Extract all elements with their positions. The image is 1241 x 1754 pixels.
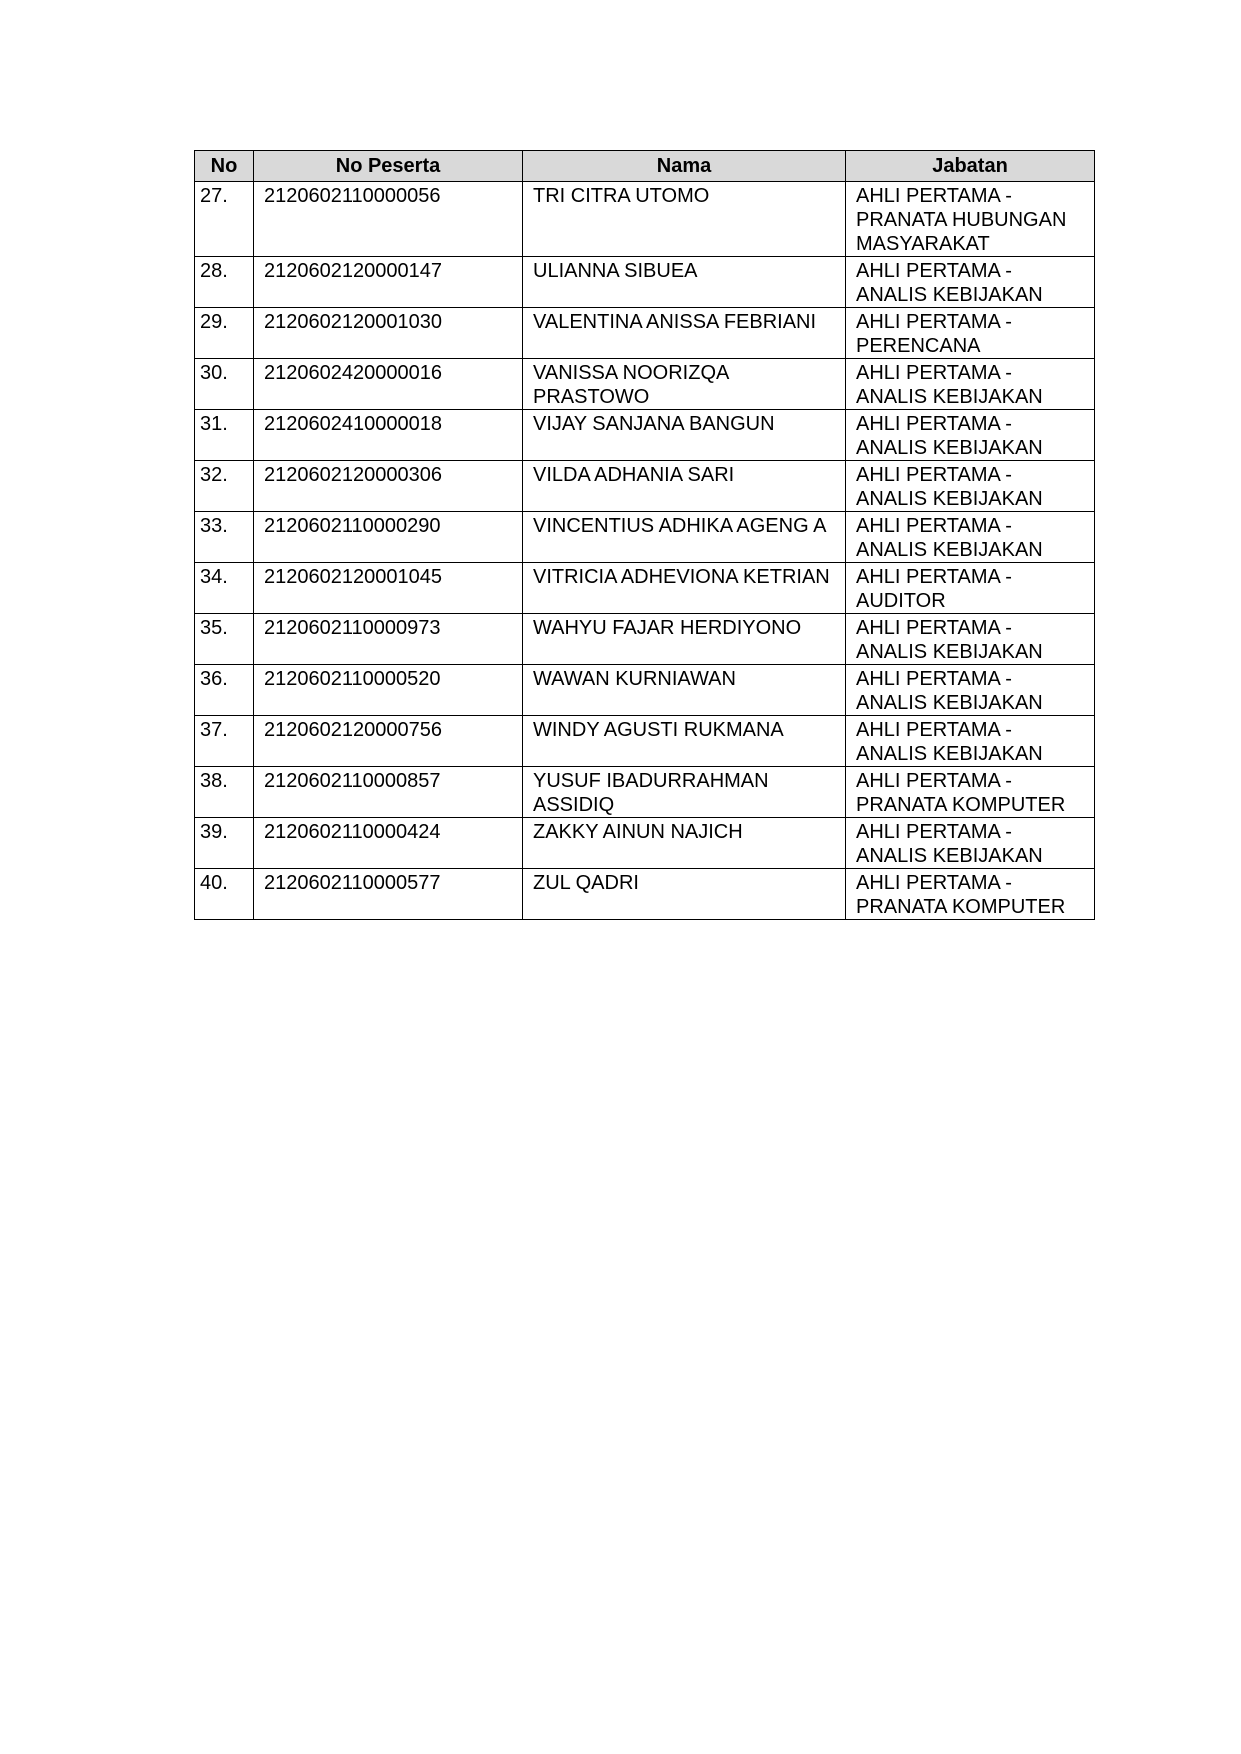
cell-no-peserta: 2120602110000577 [254,869,523,920]
table-row [195,410,1095,461]
table-row [195,716,1095,767]
header-row [195,151,1095,182]
header-nama: Nama [523,151,846,182]
cell-no: 30. [195,359,254,410]
cell-no: 40. [195,869,254,920]
cell-nama: VIJAY SANJANA BANGUN [523,410,846,461]
cell-jabatan [846,665,1095,716]
jabatan-line: AHLI PERTAMA - [856,668,1012,690]
cell-no: 29. [195,308,254,359]
cell-jabatan [846,359,1095,410]
cell-jabatan [846,818,1095,869]
cell-nama: WAWAN KURNIAWAN [523,665,846,716]
table-header [195,151,1095,182]
jabatan-line: AHLI PERTAMA - [856,311,1012,333]
table-row [195,818,1095,869]
participant-table [194,150,1095,920]
cell-no: 27. [195,182,254,257]
table-row [195,869,1095,920]
jabatan-line: ANALIS KEBIJAKAN [856,845,1043,867]
jabatan-line: PRANATA KOMPUTER [856,896,1066,918]
cell-no-peserta: 2120602120000147 [254,257,523,308]
jabatan-line: AHLI PERTAMA - [856,719,1012,741]
cell-jabatan [846,410,1095,461]
cell-no-peserta: 2120602110000424 [254,818,523,869]
header-no-peserta: No Peserta [254,151,523,182]
table-row [195,665,1095,716]
cell-jabatan [846,767,1095,818]
cell-nama: VINCENTIUS ADHIKA AGENG A [523,512,846,563]
cell-no: 39. [195,818,254,869]
header-jabatan: Jabatan [846,151,1095,182]
cell-nama: VITRICIA ADHEVIONA KETRIAN [523,563,846,614]
cell-no-peserta: 2120602120000756 [254,716,523,767]
cell-jabatan [846,512,1095,563]
jabatan-line: AHLI PERTAMA - [856,464,1012,486]
cell-nama: YUSUF IBADURRAHMAN ASSIDIQ [523,767,846,818]
jabatan-line: PRANATA HUBUNGAN MASYARAKAT [856,209,1067,255]
cell-jabatan [846,716,1095,767]
cell-no: 33. [195,512,254,563]
cell-nama: VALENTINA ANISSA FEBRIANI [523,308,846,359]
header-no: No [195,151,254,182]
jabatan-line: AHLI PERTAMA - [856,770,1012,792]
cell-no: 36. [195,665,254,716]
cell-no-peserta: 2120602110000973 [254,614,523,665]
cell-jabatan [846,563,1095,614]
cell-no: 38. [195,767,254,818]
jabatan-line: ANALIS KEBIJAKAN [856,437,1043,459]
jabatan-line: AHLI PERTAMA - [856,413,1012,435]
jabatan-line: AHLI PERTAMA - [856,617,1012,639]
cell-nama: TRI CITRA UTOMO [523,182,846,257]
jabatan-line: AHLI PERTAMA - [856,872,1012,894]
cell-nama: VANISSA NOORIZQA PRASTOWO [523,359,846,410]
cell-nama: ULIANNA SIBUEA [523,257,846,308]
cell-jabatan [846,308,1095,359]
cell-no-peserta: 2120602120001030 [254,308,523,359]
cell-no-peserta: 2120602110000520 [254,665,523,716]
jabatan-line: AHLI PERTAMA - [856,362,1012,384]
jabatan-line: ANALIS KEBIJAKAN [856,488,1043,510]
jabatan-line: PERENCANA [856,335,981,357]
cell-no: 31. [195,410,254,461]
jabatan-line: ANALIS KEBIJAKAN [856,692,1043,714]
cell-jabatan [846,257,1095,308]
cell-no-peserta: 2120602420000016 [254,359,523,410]
table-row [195,461,1095,512]
table-row [195,512,1095,563]
table-row [195,359,1095,410]
cell-no-peserta: 2120602120001045 [254,563,523,614]
cell-nama: ZAKKY AINUN NAJICH [523,818,846,869]
cell-jabatan [846,182,1095,257]
jabatan-line: ANALIS KEBIJAKAN [856,386,1043,408]
cell-no: 32. [195,461,254,512]
cell-nama: WAHYU FAJAR HERDIYONO [523,614,846,665]
jabatan-line: AHLI PERTAMA - [856,821,1012,843]
table-row [195,614,1095,665]
cell-jabatan [846,614,1095,665]
cell-jabatan [846,869,1095,920]
cell-nama: VILDA ADHANIA SARI [523,461,846,512]
jabatan-line: AUDITOR [856,590,946,612]
jabatan-line: AHLI PERTAMA - [856,260,1012,282]
table-row [195,308,1095,359]
cell-jabatan [846,461,1095,512]
jabatan-line: AHLI PERTAMA - [856,566,1012,588]
jabatan-line: ANALIS KEBIJAKAN [856,539,1043,561]
table-body [195,182,1095,920]
cell-no-peserta: 2120602110000290 [254,512,523,563]
cell-no: 34. [195,563,254,614]
cell-no-peserta: 2120602110000056 [254,182,523,257]
table-row [195,257,1095,308]
table-row [195,182,1095,257]
table-row [195,563,1095,614]
cell-no-peserta: 2120602120000306 [254,461,523,512]
jabatan-line: AHLI PERTAMA - [856,185,1012,207]
jabatan-line: ANALIS KEBIJAKAN [856,284,1043,306]
jabatan-line: ANALIS KEBIJAKAN [856,641,1043,663]
cell-no: 28. [195,257,254,308]
cell-no-peserta: 2120602110000857 [254,767,523,818]
cell-nama: ZUL QADRI [523,869,846,920]
jabatan-line: PRANATA KOMPUTER [856,794,1066,816]
cell-no: 37. [195,716,254,767]
cell-nama: WINDY AGUSTI RUKMANA [523,716,846,767]
cell-no-peserta: 2120602410000018 [254,410,523,461]
jabatan-line: AHLI PERTAMA - [856,515,1012,537]
cell-no: 35. [195,614,254,665]
jabatan-line: ANALIS KEBIJAKAN [856,743,1043,765]
table-row [195,767,1095,818]
